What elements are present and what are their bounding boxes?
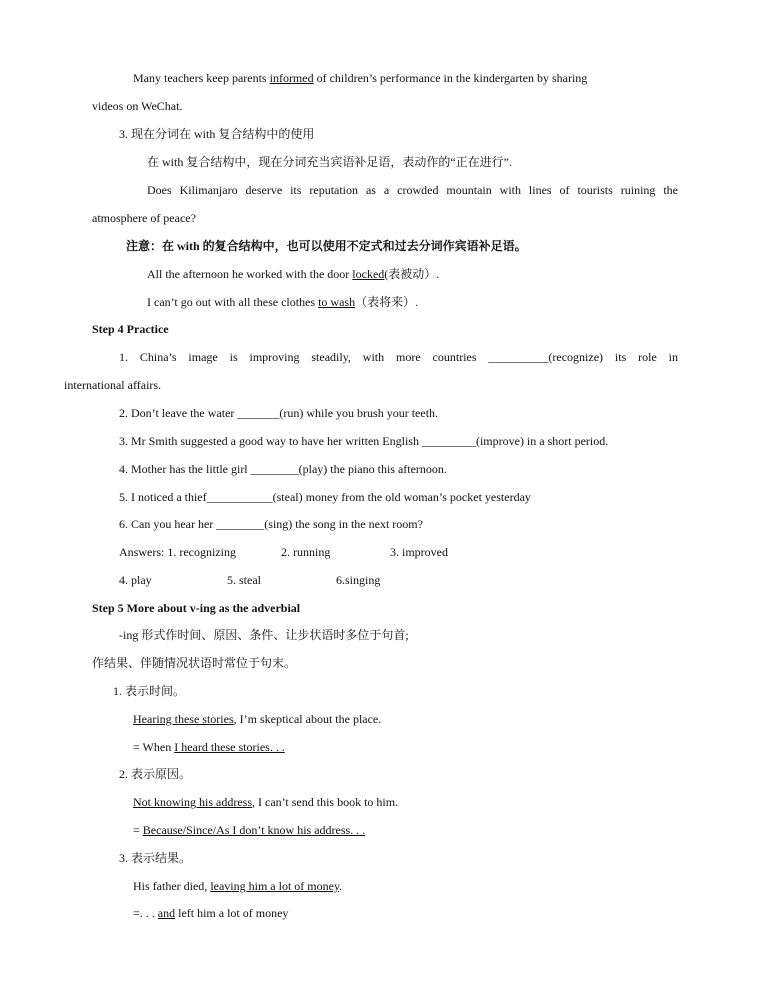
practice-question-1-line1: 1. China’s image is improving steadily, with more countries __________(recognize) its role in (119, 350, 678, 364)
underlined-word: locked (352, 267, 385, 281)
underlined-phrase: Because/Since/As I don’t know his address. . . (142, 823, 366, 837)
text: All the afternoon he worked with the door (147, 267, 353, 281)
text: Many teachers keep parents (133, 71, 270, 85)
text: =. . . (133, 906, 158, 920)
underlined-word: informed (269, 71, 314, 85)
text: = (133, 823, 143, 837)
text: (表被动）. (384, 267, 440, 281)
usage-reason-equivalent (133, 822, 365, 838)
underlined-word: and (157, 906, 176, 920)
section3-example1-line1: Does Kilimanjaro deserve its reputation as a crowded mountain with lines of tourists ruining the (147, 183, 678, 197)
practice-question-4: 4. Mother has the little girl ________(play) the piano this afternoon. (119, 462, 447, 476)
text: I can’t go out with all these clothes (147, 295, 319, 309)
wechat-example-line1 (133, 70, 587, 86)
step5-intro-line1: -ing 形式作时间、原因、条件、让步状语时多位于句首; (119, 628, 409, 642)
usage-time-example (133, 711, 381, 727)
section3-example1-line2: atmosphere of peace? (92, 211, 196, 225)
answer-5: 5. steal (227, 573, 261, 587)
underlined-phrase: I heard these stories. . . (174, 740, 285, 754)
practice-question-6: 6. Can you hear her ________(sing) the song in the next room? (119, 517, 423, 531)
underlined-word: to wash (318, 295, 356, 309)
answer-4: 4. play (119, 573, 152, 587)
step5-intro-line2: 作结果、伴随情况状语时常位于句末。 (92, 656, 297, 670)
usage-time-equivalent (133, 739, 285, 755)
section3-example2 (147, 266, 439, 282)
wechat-example-line2: videos on WeChat. (92, 99, 183, 113)
text: , I can’t send this book to him. (252, 795, 399, 809)
text: （表将来）. (355, 295, 419, 309)
text: left him a lot of money (175, 906, 289, 920)
answer-2: 2. running (281, 545, 331, 559)
text: of children’s performance in the kindergarten by sharing (313, 71, 588, 85)
answers-label: Answers: 1. recognizing (119, 545, 236, 559)
underlined-phrase: Not knowing his address (133, 795, 252, 809)
underlined-phrase: leaving him a lot of money (210, 879, 340, 893)
practice-question-1-line2: international affairs. (64, 378, 162, 392)
step4-heading: Step 4 Practice (92, 322, 169, 336)
usage-result-example (133, 878, 342, 894)
usage-reason-example (133, 794, 398, 810)
section3-description: 在 with 复合结构中，现在分词充当宾语补足语，表动作的“正在进行”. (147, 155, 512, 169)
practice-question-5: 5. I noticed a thief___________(steal) money from the old woman’s pocket yesterday (119, 490, 531, 504)
text: . (339, 879, 343, 893)
section3-title: 3. 现在分词在 with 复合结构中的使用 (119, 127, 315, 141)
section3-example3 (147, 294, 418, 310)
text: His father died, (133, 879, 211, 893)
section3-note: 注意：在 with 的复合结构中，也可以使用不定式和过去分词作宾语补足语。 (126, 239, 527, 253)
text: , I’m skeptical about the place. (233, 712, 382, 726)
underlined-phrase: Hearing these stories (133, 712, 234, 726)
usage-result-equivalent (133, 905, 288, 921)
usage-time-title: 1. 表示时间。 (113, 684, 186, 698)
step5-heading: Step 5 More about v-ing as the adverbial (92, 601, 301, 615)
usage-reason-title: 2. 表示原因。 (119, 767, 192, 781)
answer-3: 3. improved (390, 545, 448, 559)
answer-6: 6.singing (336, 573, 381, 587)
text: = When (133, 740, 175, 754)
practice-question-2: 2. Don’t leave the water _______(run) while you brush your teeth. (119, 406, 439, 420)
usage-result-title: 3. 表示结果。 (119, 851, 192, 865)
practice-question-3: 3. Mr Smith suggested a good way to have her written English _________(improve) in a short period. (119, 434, 609, 448)
